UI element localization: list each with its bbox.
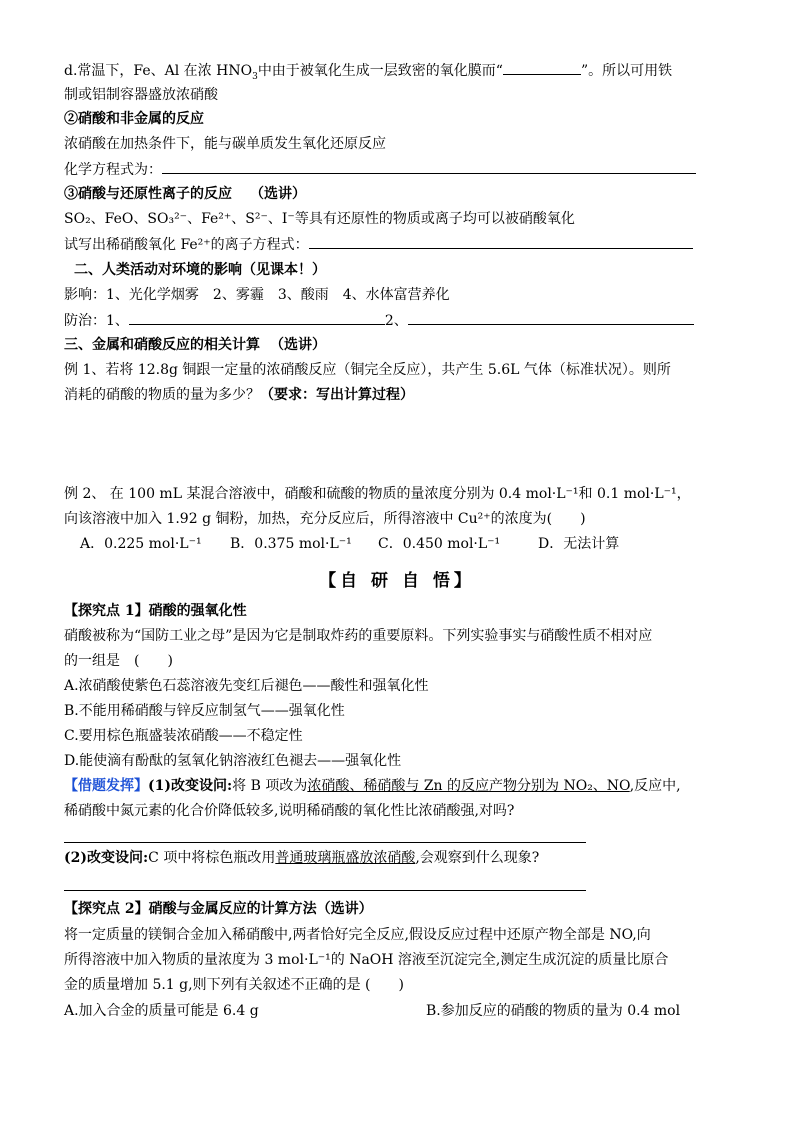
- tp2-option-b[interactable]: B.参加反应的硝酸的物质的量为 0.4 mol: [426, 1003, 681, 1019]
- ex2-option-b[interactable]: B．0.375 mol·L⁻¹: [230, 536, 352, 552]
- tp2-line3: 金的质量增加 5.1 g,则下列有关叙述不正确的是 ( ): [64, 977, 404, 993]
- tp1-heading: 【探究点 1】硝酸的强氧化性: [64, 603, 247, 619]
- ex1-line1: 例 1、若将 12.8g 铜跟一定量的浓硝酸反应（铜完全反应），共产生 5.6L 气体（标准状况）。则所: [64, 362, 671, 378]
- sec2-text: 浓硝酸在加热条件下，能与碳单质发生氧化还原反应: [64, 136, 386, 152]
- sec3-note: （选讲）: [250, 186, 306, 202]
- tp1-option-c[interactable]: C.要用棕色瓶盛装浓硝酸——不稳定性: [64, 728, 303, 744]
- tp1-ext1-line2: 稀硝酸中氮元素的化合价降低较多,说明稀硝酸的氧化性比浓硝酸强,对吗?: [64, 803, 515, 819]
- tp1-option-b[interactable]: B.不能用稀硝酸与锌反应制氢气——强氧化性: [64, 703, 345, 719]
- ext-tag: 【借题发挥】: [64, 778, 148, 794]
- part3-heading: 三、金属和硝酸反应的相关计算: [64, 337, 260, 353]
- ext2-text: C 项中将棕色瓶改用: [148, 850, 276, 866]
- sec3-heading: ③硝酸与还原性离子的反应: [64, 186, 232, 202]
- ionic-equation-label: 试写出稀硝酸氧化 Fe²⁺的离子方程式：: [64, 237, 309, 253]
- ext1-text-end: ,反应中,: [629, 778, 681, 794]
- answer-line-1[interactable]: [64, 842, 586, 843]
- sec2-equation-line: [64, 159, 696, 180]
- ex2-option-d[interactable]: D．无法计算: [538, 536, 620, 552]
- tp1-ext2-line: [64, 848, 539, 868]
- part2-heading: 二、人类活动对环境的影响（见课本！）: [74, 262, 326, 278]
- ex1-line2: [64, 385, 414, 405]
- sec3-ionic-line: [64, 234, 693, 255]
- ext1-text: 将 B 项改为: [232, 778, 308, 794]
- equation-label: 化学方程式为：: [64, 162, 162, 178]
- answer-blank[interactable]: [503, 60, 581, 75]
- tp2-heading: 【探究点 2】硝酸与金属反应的计算方法（选讲）: [64, 901, 373, 917]
- prevent-label-2: 2、: [384, 313, 408, 329]
- tp1-option-a[interactable]: A.浓硝酸使紫色石蕊溶液先变红后褪色——酸性和强氧化性: [64, 678, 429, 694]
- section-title: 【自 研 自 悟】: [319, 571, 475, 591]
- tp2-option-a[interactable]: A.加入合金的质量可能是 6.4 g: [64, 1003, 259, 1019]
- part2-prevent-line: [64, 310, 694, 331]
- answer-line-2[interactable]: [64, 890, 586, 891]
- prevent-label: 防治：1、: [64, 313, 129, 329]
- prevent-blank-1[interactable]: [129, 310, 385, 325]
- ext1-underlined: 浓硝酸、稀硝酸与 Zn 的反应产物分别为 NO₂、NO: [307, 778, 630, 794]
- ext2-label: (2)改变设问:: [64, 850, 149, 866]
- ionic-equation-blank[interactable]: [309, 234, 693, 249]
- subscript: 3: [252, 71, 258, 82]
- item-d-line2: 制或铝制容器盛放浓硝酸: [64, 87, 218, 103]
- tp1-option-d[interactable]: D.能使滴有酚酞的氢氧化钠溶液红色褪去——强氧化性: [64, 753, 402, 769]
- prevent-blank-2[interactable]: [408, 310, 694, 325]
- tp2-line2: 所得溶液中加入物质的量浓度为 3 mol·L⁻¹的 NaOH 溶液至沉淀完全,测定生成沉淀的质量比原合: [64, 952, 669, 968]
- part3-note: （选讲）: [270, 337, 326, 353]
- item-d-text: d.常温下，Fe、Al 在浓 HNO: [64, 63, 253, 79]
- tp1-question-line2: 的一组是 ( ): [64, 653, 173, 669]
- ext1-label: (1)改变设问:: [148, 778, 233, 794]
- ext2-text-end: ,会观察到什么现象?: [415, 850, 540, 866]
- ex2-line1: 例 2、 在 100 mL 某混合溶液中，硝酸和硫酸的物质的量浓度分别为 0.4 mol·L⁻¹和 0.1 mol·L⁻¹，: [64, 486, 691, 502]
- ex2-option-a[interactable]: A．0.225 mol·L⁻¹: [80, 536, 202, 552]
- ex2-options: [80, 534, 619, 554]
- ex1-question: 消耗的硝酸的物质的量为多少？: [64, 387, 260, 403]
- sec2-heading: ②硝酸和非金属的反应: [64, 111, 204, 127]
- sec3-heading-line: [64, 184, 306, 204]
- item-d-text-3: ”。所以可用铁: [580, 63, 673, 79]
- tp1-ext1-line1: [64, 776, 681, 796]
- item-d-text-2: 中由于被氧化生成一层致密的氧化膜而“: [257, 63, 503, 79]
- tp1-question-line1: 硝酸被称为“国防工业之母”是因为它是制取炸药的重要原料。下列实验事实与硝酸性质不相对应: [64, 628, 653, 644]
- ext2-underlined: 普通玻璃瓶盛放浓硝酸: [275, 850, 416, 866]
- item-d-line1: [64, 60, 672, 81]
- ex2-line2: 向该溶液中加入 1.92 g 铜粉，加热，充分反应后，所得溶液中 Cu²⁺的浓度为( ): [64, 511, 586, 527]
- tp2-line1: 将一定质量的镁铜合金加入稀硝酸中,两者恰好完全反应,假设反应过程中还原产物全部是 NO,向: [64, 927, 651, 943]
- part3-heading-line: [64, 335, 326, 355]
- ex1-requirement: （要求：写出计算过程）: [260, 387, 414, 403]
- part2-effects: 影响：1、光化学烟雾 2、雾霾 3、酸雨 4、水体富营养化: [64, 287, 450, 303]
- ex2-option-c[interactable]: C．0.450 mol·L⁻¹: [378, 536, 501, 552]
- equation-blank[interactable]: [162, 159, 696, 174]
- sec3-ions-text: SO₂、FeO、SO₃²⁻、Fe²⁺、S²⁻、I⁻等具有还原性的物质或离子均可以被硝酸氧化: [64, 211, 575, 227]
